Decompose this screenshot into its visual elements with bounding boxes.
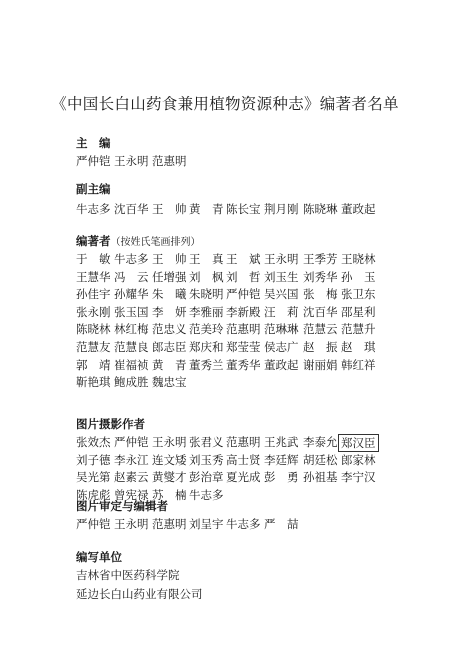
person-name: 刘 哲 xyxy=(226,269,261,284)
person-name: 孙 玉 xyxy=(341,269,376,284)
person-name: 苏 楠 xyxy=(152,487,187,502)
person-name: 黄燮才 xyxy=(152,470,187,485)
person-name: 范惠明 xyxy=(226,322,261,337)
person-name: 王 帅 xyxy=(152,252,187,266)
person-name: 陈长宝 xyxy=(226,202,261,216)
person-name: 林红梅 xyxy=(114,322,149,337)
section-heading xyxy=(76,233,201,249)
person-name: 赵素云 xyxy=(114,470,149,485)
person-name: 黄 青 xyxy=(189,202,224,216)
person-name: 王 真 xyxy=(189,252,224,266)
person-name: 李廷辉 xyxy=(264,452,299,467)
person-name: 张玉国 xyxy=(114,304,149,319)
person-name: 陈晓琳 xyxy=(303,202,338,216)
person-name: 吴光第 xyxy=(76,470,111,485)
person-name: 王永明 xyxy=(264,252,299,266)
section-heading-text: 主 编 xyxy=(76,136,111,150)
person-name: 沈百华 xyxy=(114,202,149,216)
person-name: 李永江 xyxy=(114,452,149,467)
person-name: 郎志臣 xyxy=(152,340,187,354)
person-name: 王 斌 xyxy=(226,252,261,266)
person-name: 范慧云 xyxy=(303,322,338,337)
person-name: 严仲铠 xyxy=(76,517,111,531)
person-name: 孙佳宇 xyxy=(76,287,111,302)
person-name: 李宁汉 xyxy=(341,470,376,485)
person-name: 张效杰 xyxy=(76,435,111,449)
person-name: 赵 振 xyxy=(303,340,338,354)
organization-name: 延边长白山药业有限公司 xyxy=(76,587,203,601)
person-name: 张永刚 xyxy=(76,304,111,319)
person-name: 陈晓林 xyxy=(76,322,111,337)
person-name: 牛志多 xyxy=(76,202,111,216)
person-name: 范惠明 xyxy=(226,435,261,449)
person-name: 张卫东 xyxy=(341,287,376,302)
person-name: 孙耀华 xyxy=(114,287,149,302)
person-name: 赵 琪 xyxy=(341,340,376,354)
person-name: 董政起 xyxy=(264,357,299,372)
person-name: 郎家林 xyxy=(341,452,376,467)
person-name: 牛志多 xyxy=(114,252,149,266)
section-heading-note: （按姓氏笔画排列） xyxy=(110,237,201,248)
person-name: 范惠明 xyxy=(152,154,187,168)
person-name: 郑汉臣 xyxy=(338,434,379,452)
person-name: 范惠明 xyxy=(152,517,187,531)
section-heading-text: 副主编 xyxy=(76,182,111,196)
section-heading xyxy=(76,416,145,432)
person-name: 王 帅 xyxy=(152,202,187,216)
section-heading xyxy=(76,135,111,151)
person-name: 董秀兰 xyxy=(189,357,224,372)
section-heading-text: 编著者 xyxy=(76,234,111,248)
person-name: 邵星利 xyxy=(341,304,376,319)
person-name: 严 喆 xyxy=(264,517,299,531)
person-name: 高士贤 xyxy=(226,452,261,467)
person-name: 曾宪禄 xyxy=(114,487,149,502)
section-heading-text: 图片审定与编辑者 xyxy=(76,499,168,513)
person-name: 沈百华 xyxy=(303,304,338,319)
section-heading-text: 图片摄影作者 xyxy=(76,417,145,431)
person-name: 王永明 xyxy=(152,435,187,449)
person-name: 王慧华 xyxy=(76,269,111,284)
person-name: 郭 靖 xyxy=(76,357,111,372)
person-name: 王永明 xyxy=(114,154,149,168)
person-name: 汪 莉 xyxy=(264,304,299,319)
person-name: 夏光成 xyxy=(226,470,261,485)
person-name: 张 梅 xyxy=(303,287,338,302)
person-name: 任增强 xyxy=(152,269,187,284)
person-name: 郑庆和 xyxy=(189,340,224,354)
person-name: 范慧良 xyxy=(114,340,149,354)
person-name: 严仲铠 xyxy=(226,287,261,302)
person-name: 范忠义 xyxy=(152,322,187,337)
person-name: 王季芳 xyxy=(303,252,338,266)
person-name: 于 敏 xyxy=(76,252,111,266)
person-name: 王兆武 xyxy=(264,435,299,449)
person-name: 彭 勇 xyxy=(264,470,299,485)
person-name: 李 妍 xyxy=(152,304,187,319)
person-name: 刘玉秀 xyxy=(189,452,224,467)
person-name: 李泰允 xyxy=(303,435,338,449)
person-name: 董秀华 xyxy=(226,357,261,372)
person-name: 谢丽娟 xyxy=(303,357,338,372)
person-name: 李雅丽 xyxy=(189,304,224,319)
person-name: 侯志广 xyxy=(264,340,299,354)
person-name: 牛志多 xyxy=(226,517,261,531)
person-name: 范琳琳 xyxy=(264,322,299,337)
person-name: 吴兴国 xyxy=(264,287,299,302)
person-name: 严仲铠 xyxy=(114,435,149,449)
person-name: 连文矮 xyxy=(152,452,187,467)
person-name: 刘 枫 xyxy=(189,269,224,284)
person-name: 郑莹莹 xyxy=(226,340,261,354)
person-name: 陈虎彪 xyxy=(76,487,111,502)
person-name: 李新殿 xyxy=(226,304,261,319)
person-name: 范慧升 xyxy=(341,322,376,337)
person-name: 刘秀华 xyxy=(303,269,338,284)
section-heading-text: 编写单位 xyxy=(76,550,122,564)
page-title: 《中国长白山药食兼用植物资源种志》编著者名单 xyxy=(51,95,399,113)
person-name: 崔福祯 xyxy=(114,357,149,372)
person-name: 刘呈宇 xyxy=(189,517,224,531)
person-name: 董政起 xyxy=(341,202,376,216)
person-name: 靳艳琪 xyxy=(76,375,111,390)
person-name: 荆月刚 xyxy=(264,202,299,216)
section-heading xyxy=(76,181,111,197)
person-name: 孙祖基 xyxy=(303,470,338,485)
person-name: 朱晓明 xyxy=(189,287,224,302)
person-name: 朱 曦 xyxy=(152,287,187,302)
person-name: 黄 青 xyxy=(152,357,187,372)
person-name: 胡廷松 xyxy=(303,452,338,467)
section-heading xyxy=(76,498,168,514)
person-name: 彭治章 xyxy=(189,470,224,485)
organization-name: 吉林省中医药科学院 xyxy=(76,568,180,582)
person-name: 严仲铠 xyxy=(76,154,111,168)
person-name: 王晓林 xyxy=(341,252,376,266)
person-name: 刘玉生 xyxy=(264,269,299,284)
person-name: 鲍成胜 xyxy=(114,375,149,390)
person-name: 冯 云 xyxy=(114,269,149,284)
person-name: 张君义 xyxy=(189,435,224,449)
person-name: 韩红祥 xyxy=(341,357,376,372)
person-name: 魏忠宝 xyxy=(152,375,187,390)
person-name: 刘子德 xyxy=(76,452,111,467)
person-name: 范慧友 xyxy=(76,340,111,354)
person-name: 王永明 xyxy=(114,517,149,531)
person-name: 范美玲 xyxy=(189,322,224,337)
person-name: 牛志多 xyxy=(189,487,224,502)
section-heading xyxy=(76,549,122,565)
